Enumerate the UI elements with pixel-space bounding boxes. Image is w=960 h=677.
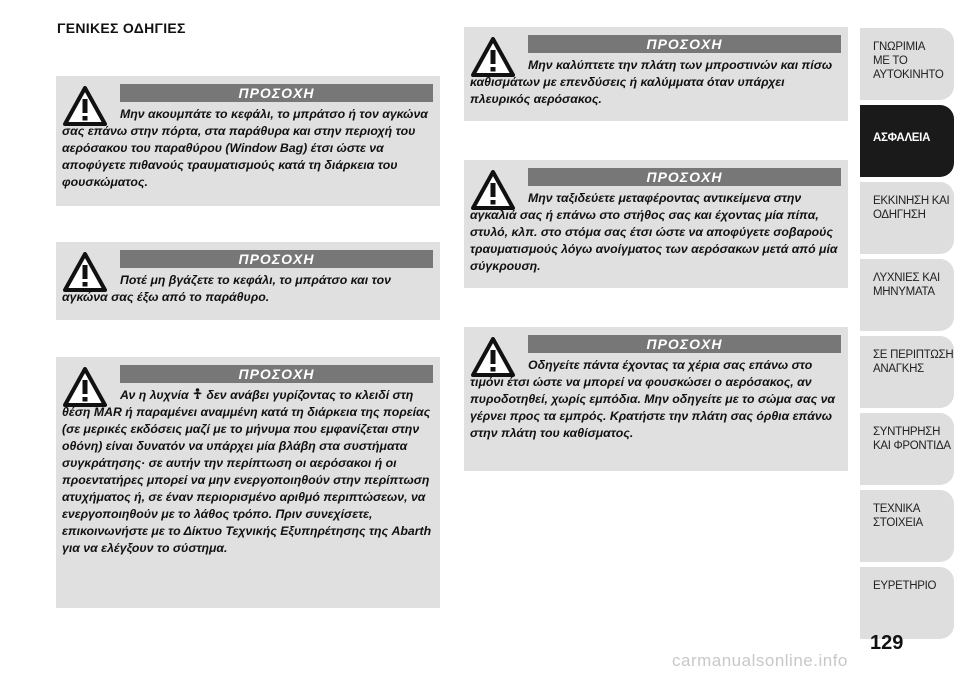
warning-label: ΠΡΟΣΟΧΗ [120,250,433,268]
warning-text-before: Αν η λυχνία [120,388,189,402]
tab-label: ΣΤΟΙΧΕΙΑ [873,517,923,529]
tab-label: ΓΝΩΡΙΜΙΑ [873,41,926,53]
tab-label: ΣΥΝΤΗΡΗΣΗ [873,426,941,438]
warning-text: Μην καλύπτετε την πλάτη των μπροστινών και πίσω καθισμάτων με επενδύσεις ή καλύμματα όταν υπάρχει πλευρικός αερόσακος. [470,58,833,106]
tab-label: ΚΑΙ ΦΡΟΝΤΙΔΑ [873,440,951,452]
watermark: carmanualsonline.info [672,651,848,670]
tab-label: ΑΥΤΟΚΙΝΗΤΟ [873,69,944,81]
tab-label: ΑΣΦΑΛΕΙΑ [873,132,931,144]
tab-starting-driving[interactable] [860,182,954,254]
tab-safety[interactable] [860,105,954,177]
warning-text [62,387,434,557]
warning-label: ΠΡΟΣΟΧΗ [120,84,433,102]
tab-maintenance[interactable] [860,413,954,485]
warning-box [464,160,848,288]
tab-emergency[interactable] [860,336,954,408]
warning-box [56,76,440,206]
tab-label: ΤΕΧΝΙΚΑ [873,503,921,515]
tab-getting-to-know[interactable] [860,28,954,100]
warning-label: ΠΡΟΣΟΧΗ [528,335,841,353]
warning-text: Μην ταξιδεύετε μεταφέροντας αντικείμενα στην αγκαλιά σας ή επάνω στο στήθος σας και έχοντας μία πίπα, στυλό, κλπ. στο στόμα σας έτσι ώστε να αποφύγετε σοβαρούς τραυματισμούς λόγω ανοίγματος των αερόσακων μετά από μία σύγκρουση. [470,191,838,273]
page-number: 129 [870,632,904,654]
warning-label: ΠΡΟΣΟΧΗ [120,365,433,383]
airbag-warning-light-icon [192,388,203,400]
warning-box [56,242,440,320]
warning-text: Μην ακουμπάτε το κεφάλι, το μπράτσο ή τον αγκώνα σας επάνω στην πόρτα, στα παράθυρα και στην περιοχή του αερόσακου του παραθύρου (Window Bag) έτσι ώστε να αποφύγετε πιθανούς τραυματισμούς κατά τη διάρκεια του φουσκώματος. [62,107,428,189]
tab-label: ΕΥΡΕΤΗΡΙΟ [873,580,937,592]
section-title: ΓΕΝΙΚΕΣ ΟΔΗΓΙΕΣ [57,20,186,36]
warning-box [464,327,848,471]
tab-label: ΜΕ ΤΟ [873,55,908,67]
warning-box [464,27,848,121]
warning-text: Ποτέ μη βγάζετε το κεφάλι, το μπράτσο και τον αγκώνα σας έξω από το παράθυρο. [62,273,391,304]
tab-warning-lights[interactable] [860,259,954,331]
tab-label: ΟΔΗΓΗΣΗ [873,209,926,221]
warning-label: ΠΡΟΣΟΧΗ [528,35,841,53]
tab-technical-data[interactable] [860,490,954,562]
tab-label: ΕΚΚΙΝΗΣΗ ΚΑΙ [873,195,950,207]
warning-text-after: δεν ανάβει γυρίζοντας το κλειδί στη θέση MAR ή παραμένει αναμμένη κατά τη διάρκεια της πορείας (σε μερικές εκδόσεις μαζί με το μήνυμα που εμφανίζεται στην οθόνη) είναι δυνατόν να υπάρχει μία βλάβη στα συστήματα συγκράτησης· σε αυτήν την περίπτωση οι αερόσακοι ή οι προεντατήρες μπορεί να μην ενεργοποιηθούν στην περίπτωση ατυχήματος ή, σε έναν περιορισμένο αριθμό περιπτώσεων, να ενεργοποιηθούν με το λάθος τρόπο. Πριν συνεχίσετε, επικοινωνήστε με το Δίκτυο Τεχνικής Εξυπηρέτησης της Abarth για να ελέγξουν το σύστημα. [62,388,432,555]
tab-label: ΣΕ ΠΕΡΙΠΤΩΣΗ [873,349,954,361]
tab-label: ΜΗΝΥΜΑΤΑ [873,286,935,298]
warning-text: Οδηγείτε πάντα έχοντας τα χέρια σας επάνω στο τιμόνι έτσι ώστε να μπορεί να φουσκώσει ο αερόσακος, αν πυροδοτηθεί, χωρίς εμπόδια. Μην οδηγείτε με το σώμα σας να γέρνει προς τα εμπρός. Κρατήστε την πλάτη σας όρθια επάνω στην πλάτη του καθίσματος. [470,358,836,440]
tab-label: ΑΝΑΓΚΗΣ [873,363,924,375]
tab-label: ΛΥΧΝΙΕΣ ΚΑΙ [873,272,940,284]
warning-label: ΠΡΟΣΟΧΗ [528,168,841,186]
warning-box [56,357,440,608]
tab-index[interactable] [860,567,954,639]
